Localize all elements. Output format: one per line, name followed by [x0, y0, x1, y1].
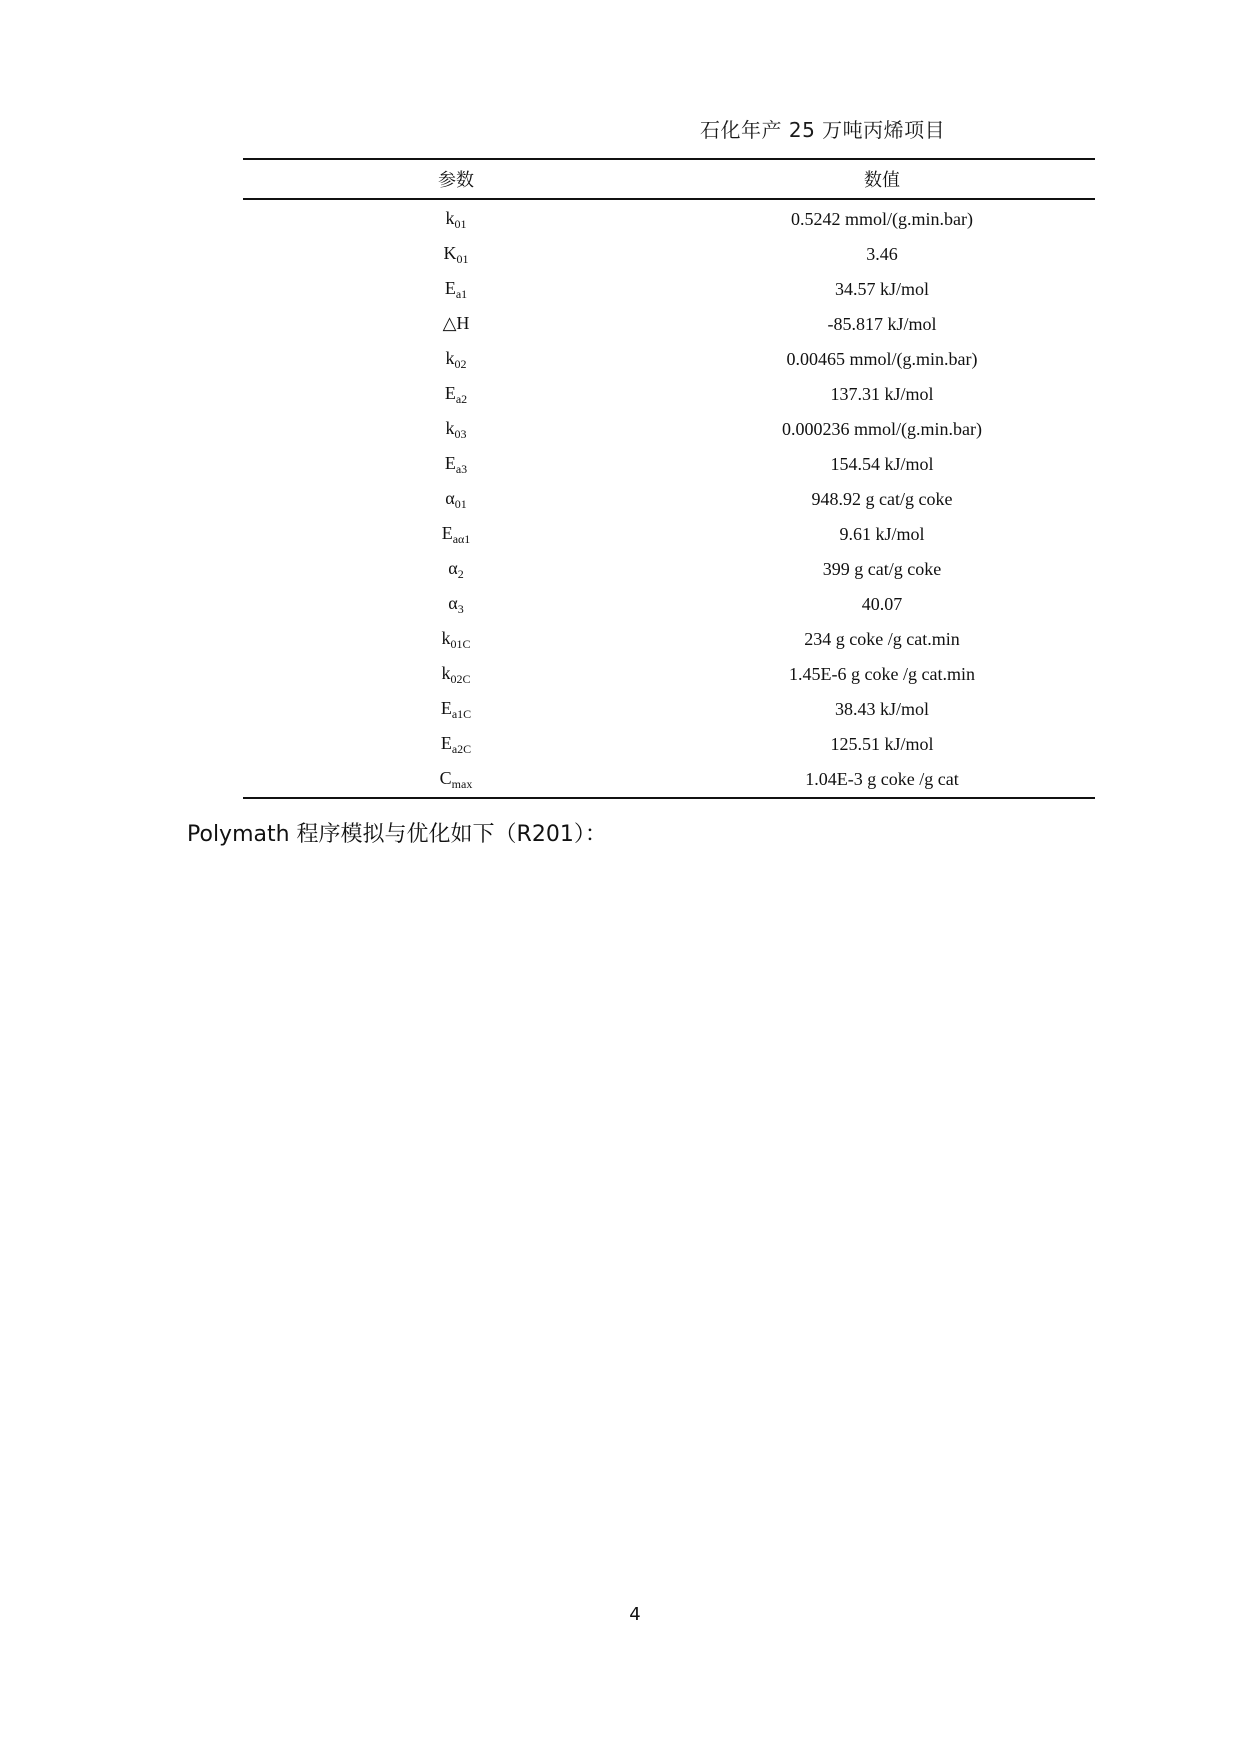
parameter-subscript: 2: [457, 566, 464, 581]
value-cell: 34.57 kJ/mol: [834, 279, 929, 299]
value-cell: -85.817 kJ/mol: [827, 314, 937, 334]
parameter-symbol: k: [441, 662, 451, 683]
table-row: [243, 517, 1095, 552]
table-body: [243, 199, 1095, 798]
value-cell: 125.51 kJ/mol: [830, 734, 934, 754]
value-cell: 40.07: [861, 594, 903, 614]
parameter-cell: [243, 199, 669, 237]
parameter-subscript: 01: [454, 216, 467, 231]
value-cell: 948.92 g cat/g coke: [811, 489, 953, 509]
value-cell: 399 g cat/g coke: [822, 559, 942, 579]
parameter-symbol: E: [440, 732, 452, 753]
value-cell: 137.31 kJ/mol: [830, 384, 934, 404]
page-header-title: 石化年产 25 万吨丙烯项目: [700, 118, 946, 142]
parameter-symbol: k: [445, 207, 455, 228]
table-row: [243, 447, 1095, 482]
value-cell: 234 g coke /g cat.min: [804, 629, 960, 649]
parameter-symbol: α: [448, 592, 458, 613]
parameter-cell: [243, 517, 669, 552]
table-row: [243, 762, 1095, 798]
table-row: [243, 199, 1095, 237]
parameter-subscript: 02: [454, 356, 467, 371]
parameter-cell: [243, 727, 669, 762]
parameter-cell: [243, 412, 669, 447]
parameter-subscript: 02C: [450, 671, 471, 686]
parameter-subscript: a2C: [451, 741, 472, 756]
value-cell: 9.61 kJ/mol: [839, 524, 925, 544]
table-row: [243, 237, 1095, 272]
value-cell: 1.04E-3 g coke /g cat: [669, 762, 1095, 798]
page-number: 4: [629, 1604, 641, 1625]
table-row: [243, 692, 1095, 727]
value-cell: 1.45E-6 g coke /g cat.min: [789, 664, 975, 684]
parameter-cell: [243, 447, 669, 482]
table-row: [243, 587, 1095, 622]
table-row: [243, 482, 1095, 517]
parameter-cell: [243, 377, 669, 412]
parameter-cell: [243, 657, 669, 692]
value-cell: 154.54 kJ/mol: [830, 454, 934, 474]
parameter-cell: [243, 272, 669, 307]
parameter-symbol: k: [445, 347, 455, 368]
parameter-subscript: 01C: [450, 636, 471, 651]
parameter-cell: [243, 692, 669, 727]
parameter-symbol: E: [444, 382, 456, 403]
parameter-symbol: K: [443, 242, 457, 263]
parameter-symbol: E: [440, 697, 452, 718]
parameter-subscript: a1C: [451, 706, 472, 721]
parameter-cell: [243, 342, 669, 377]
parameter-subscript: aα1: [452, 531, 471, 546]
table-row: [243, 307, 1095, 342]
parameter-subscript: 01: [454, 496, 467, 511]
value-cell: 0.00465 mmol/(g.min.bar): [786, 349, 978, 369]
parameter-symbol: α: [448, 557, 458, 578]
parameter-subscript: a1: [455, 286, 468, 301]
parameter-symbol: △H: [442, 312, 470, 333]
table-row: [243, 412, 1095, 447]
parameter-symbol: k: [441, 627, 451, 648]
table-row: [243, 272, 1095, 307]
parameter-symbol: E: [441, 522, 453, 543]
parameter-cell: [243, 307, 669, 342]
value-cell: 38.43 kJ/mol: [834, 699, 929, 719]
parameter-symbol: C: [439, 767, 452, 788]
column-header-value: 数值: [669, 159, 1095, 199]
parameter-symbol: α: [445, 487, 455, 508]
parameter-subscript: a2: [455, 391, 468, 406]
table-row: [243, 622, 1095, 657]
parameter-symbol: E: [444, 452, 456, 473]
table-row: [243, 727, 1095, 762]
parameter-subscript: 3: [457, 601, 464, 616]
table-header-row: [243, 159, 1095, 199]
parameter-cell: [243, 587, 669, 622]
value-cell: 0.000236 mmol/(g.min.bar): [782, 419, 982, 439]
table-row: [243, 657, 1095, 692]
parameter-table: [243, 158, 1095, 799]
value-cell: 3.46: [866, 244, 898, 264]
parameter-subscript: 03: [454, 426, 467, 441]
parameter-cell: [243, 237, 669, 272]
parameter-cell: [243, 622, 669, 657]
table-row: [243, 377, 1095, 412]
value-cell: 0.5242 mmol/(g.min.bar): [791, 209, 973, 229]
parameter-subscript: max: [451, 776, 473, 791]
parameter-symbol: E: [444, 277, 456, 298]
parameter-symbol: k: [445, 417, 455, 438]
parameter-subscript: a3: [455, 461, 468, 476]
body-paragraph: Polymath 程序模拟与优化如下（R201）：: [187, 822, 607, 847]
table-row: [243, 342, 1095, 377]
parameter-cell: [243, 762, 669, 798]
parameter-subscript: 01: [456, 251, 469, 266]
parameter-cell: [243, 552, 669, 587]
parameter-cell: [243, 482, 669, 517]
table-row: [243, 552, 1095, 587]
column-header-parameter: 参数: [243, 159, 669, 199]
